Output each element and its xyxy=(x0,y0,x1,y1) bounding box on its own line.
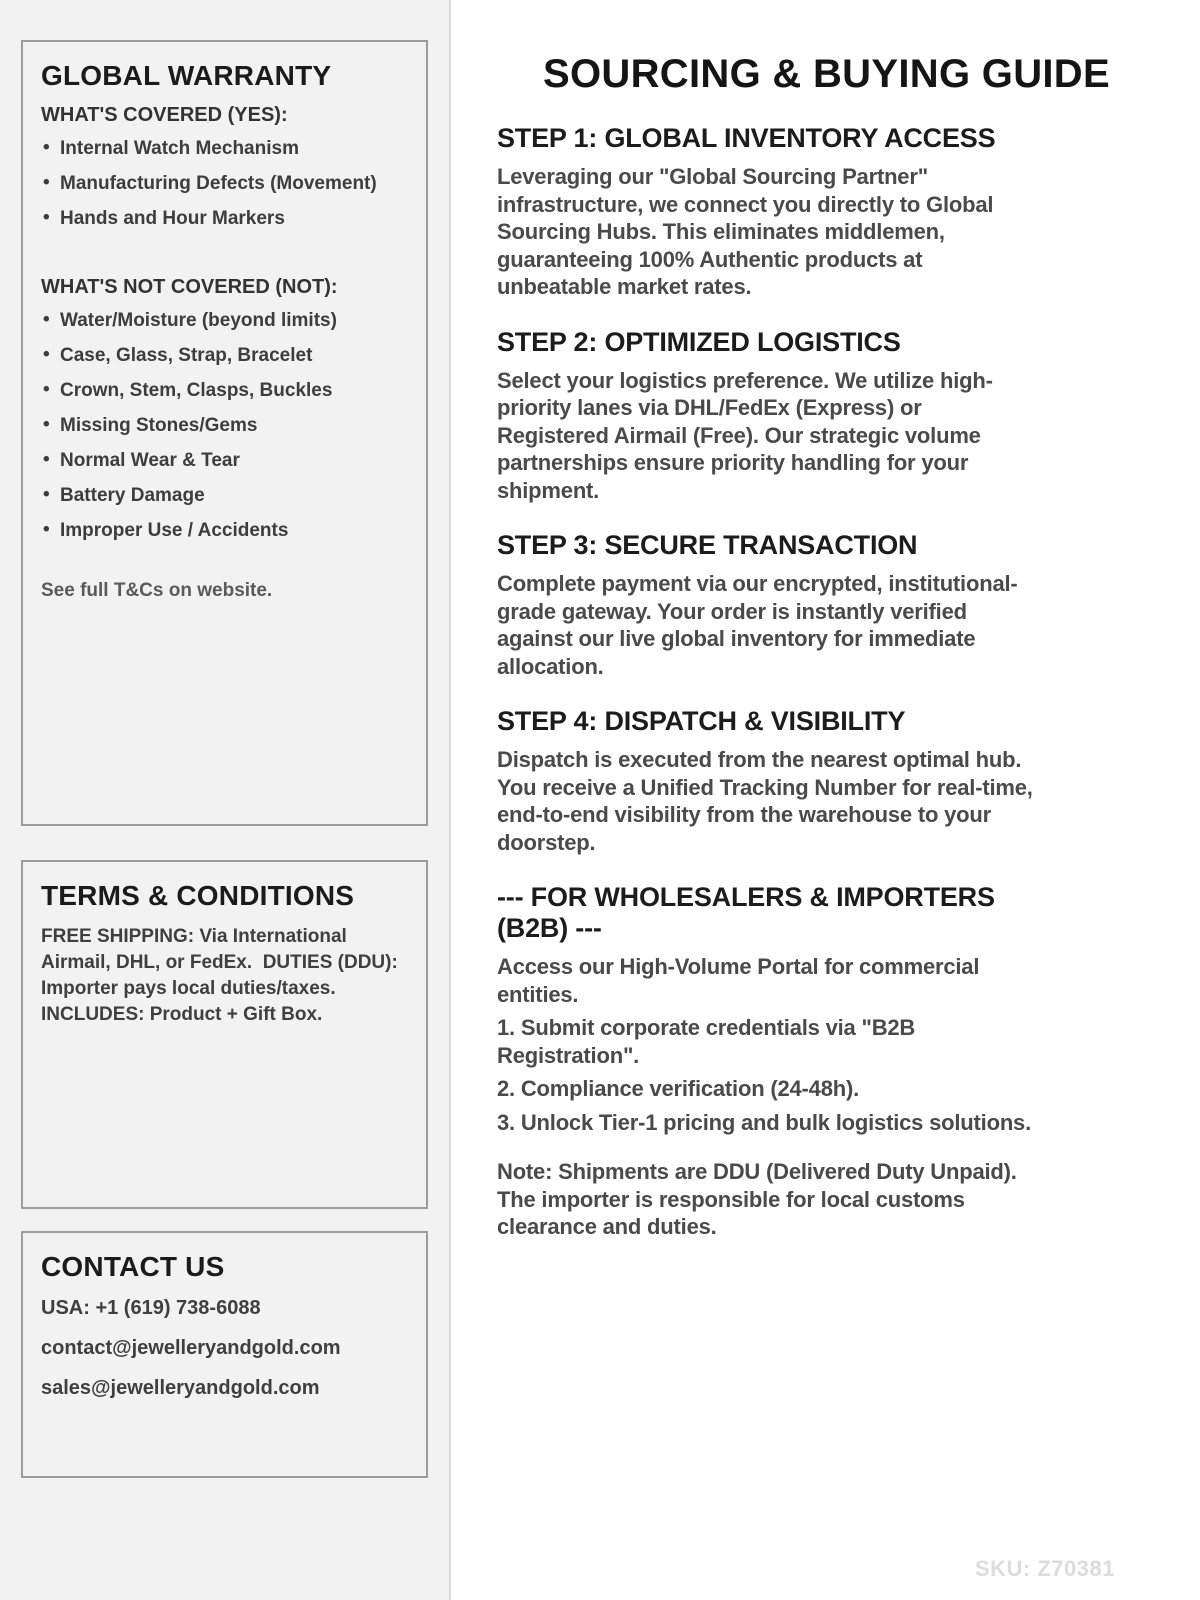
page-title: SOURCING & BUYING GUIDE xyxy=(543,52,1110,96)
terms-body-text: FREE SHIPPING: Via International Airmail, DHL, or FedEx. DUTIES (DDU): Importer pays local duties/taxes. INCLUDES: Product + Gift Box. xyxy=(41,926,404,1025)
list-item: • Internal Watch Mechanism xyxy=(41,139,408,158)
covered-heading: WHAT'S COVERED (YES): xyxy=(41,104,288,126)
step-1-heading: STEP 1: GLOBAL INVENTORY ACCESS xyxy=(497,123,996,153)
b2b-step-3: 3. Unlock Tier-1 pricing and bulk logistics solutions. xyxy=(497,1109,1032,1135)
sku-label: SKU: Z70381 xyxy=(974,1556,1115,1581)
step-1-section xyxy=(497,123,1033,301)
contact-title: CONTACT US xyxy=(41,1251,225,1282)
list-item: • Case, Glass, Strap, Bracelet xyxy=(41,346,408,365)
list-item: • Water/Moisture (beyond limits) xyxy=(41,311,408,330)
contact-phone: USA: +1 (619) 738-6088 xyxy=(41,1297,261,1319)
not-covered-list xyxy=(41,311,408,540)
step-3-section xyxy=(497,530,1033,680)
b2b-intro: Access our High-Volume Portal for commercial entities. xyxy=(497,954,980,1007)
contact-email: contact@jewelleryandgold.com xyxy=(41,1337,341,1359)
list-item: • Hands and Hour Markers xyxy=(41,209,408,228)
ddu-note: Note: Shipments are DDU (Delivered Duty Unpaid). The importer is responsible for local customs clearance and duties. xyxy=(497,1159,1017,1239)
list-item: • Manufacturing Defects (Movement) xyxy=(41,174,408,193)
contact-us-panel xyxy=(21,1231,428,1478)
warranty-title: GLOBAL WARRANTY xyxy=(41,60,332,91)
terms-title: TERMS & CONDITIONS xyxy=(41,880,355,911)
step-4-section xyxy=(497,706,1033,856)
not-covered-heading: WHAT'S NOT COVERED (NOT): xyxy=(41,276,338,298)
sourcing-guide-main xyxy=(453,0,1200,1600)
step-3-heading: STEP 3: SECURE TRANSACTION xyxy=(497,530,918,560)
step-1-body: Leveraging our "Global Sourcing Partner" infrastructure, we connect you directly to Global Sourcing Hubs. This eliminates middlemen, guaranteeing 100% Authentic products at unbeatable market rates. xyxy=(497,164,994,299)
list-item: • Improper Use / Accidents xyxy=(41,521,408,540)
guide-content xyxy=(497,123,1033,1241)
step-2-section xyxy=(497,327,1033,505)
list-item: • Missing Stones/Gems xyxy=(41,416,408,435)
covered-list xyxy=(41,139,408,228)
global-warranty-panel xyxy=(21,40,428,826)
b2b-step-1: 1. Submit corporate credentials via "B2B Registration". xyxy=(497,1015,916,1068)
list-item: • Battery Damage xyxy=(41,486,408,505)
b2b-heading: --- FOR WHOLESALERS & IMPORTERS (B2B) --- xyxy=(497,882,995,943)
info-sidebar xyxy=(0,0,451,1600)
sales-email: sales@jewelleryandgold.com xyxy=(41,1377,320,1399)
terms-conditions-panel xyxy=(21,860,428,1209)
step-4-heading: STEP 4: DISPATCH & VISIBILITY xyxy=(497,706,906,736)
step-2-body: Select your logistics preference. We utilize high-priority lanes via DHL/FedEx (Express) or Registered Airmail (Free). Our strategic volume partnerships ensure priority handling for your shipment. xyxy=(497,367,993,503)
list-item: • Crown, Stem, Clasps, Buckles xyxy=(41,381,408,400)
list-item: • Normal Wear & Tear xyxy=(41,451,408,470)
b2b-step-2: 2. Compliance verification (24-48h). xyxy=(497,1076,860,1101)
step-2-heading: STEP 2: OPTIMIZED LOGISTICS xyxy=(497,326,901,357)
step-3-body: Complete payment via our encrypted, institutional-grade gateway. Your order is instantly verified against our live global inventory for immediate allocation. xyxy=(497,571,1018,679)
see-full-terms-note: See full T&Cs on website. xyxy=(41,580,273,601)
step-4-body: Dispatch is executed from the nearest optimal hub. You receive a Unified Tracking Number for real-time, end-to-end visibility from the warehouse to your doorstep. xyxy=(497,747,1033,855)
b2b-section xyxy=(497,882,1033,1241)
